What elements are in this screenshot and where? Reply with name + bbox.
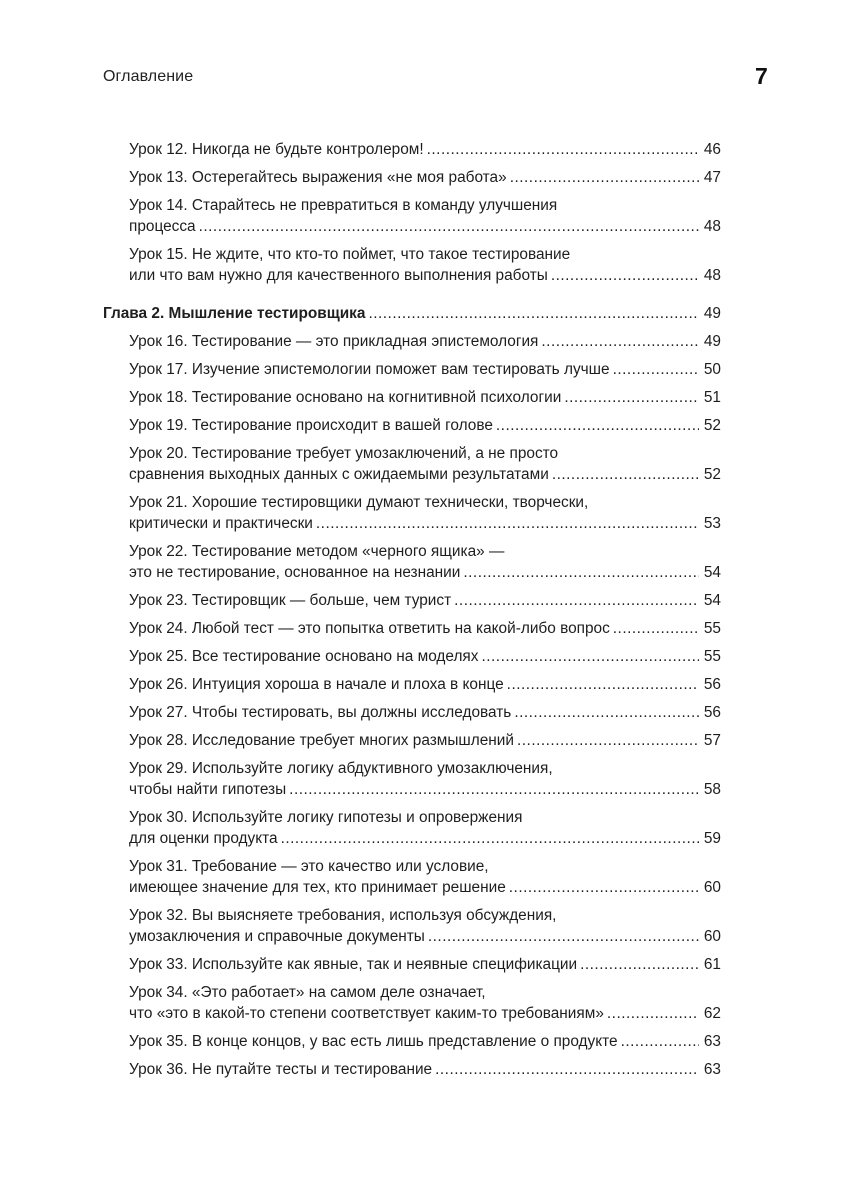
toc-lesson-entry[interactable] [0, 730, 849, 751]
table-of-contents [0, 139, 849, 1087]
toc-entry-last-line [129, 646, 721, 667]
toc-entry-title-line: Урок 21. Хорошие тестировщики думают технически, творчески, [129, 494, 589, 511]
toc-lesson-entry[interactable] [0, 618, 849, 639]
toc-page-number: 52 [703, 466, 721, 483]
toc-entry-title-line: что «это в какой-то степени соответствует каким-то требованиям» [129, 1005, 604, 1022]
toc-page-number: 55 [703, 620, 721, 637]
toc-entry-last-line [129, 730, 721, 751]
running-header-title: Оглавление [103, 68, 194, 85]
toc-entry-title-line: Глава 2. Мышление тестировщика [103, 305, 366, 322]
dot-leader [607, 1003, 699, 1024]
toc-entry-title-line: умозаключения и справочные документы [129, 928, 425, 945]
toc-page-number: 58 [703, 781, 721, 798]
dot-leader [552, 464, 699, 485]
toc-page-number: 55 [703, 648, 721, 665]
page-number: 7 [755, 63, 768, 89]
toc-entry-title-line: чтобы найти гипотезы [129, 781, 287, 798]
toc-page-number: 59 [703, 830, 721, 847]
toc-entry-title-line: Урок 31. Требование — это качество или условие, [129, 858, 489, 875]
toc-entry-title-line: Урок 22. Тестирование методом «черного ящика» — [129, 543, 505, 560]
dot-leader [621, 1031, 699, 1052]
toc-entry-title-line: Урок 29. Используйте логику абдуктивного умозаключения, [129, 760, 553, 777]
toc-page-number: 53 [703, 515, 721, 532]
dot-leader [514, 702, 699, 723]
toc-entry-last-line [129, 359, 721, 380]
toc-entry-title-line: сравнения выходных данных с ожидаемыми результатами [129, 466, 549, 483]
toc-entry-title-line: для оценки продукта [129, 830, 278, 847]
toc-page-number: 62 [703, 1005, 721, 1022]
toc-entry-last-line [129, 415, 721, 436]
toc-page-number: 54 [703, 592, 721, 609]
toc-entry-last-line [129, 513, 721, 534]
toc-page-number: 52 [703, 417, 721, 434]
toc-entry-last-line [129, 828, 721, 849]
toc-lesson-entry[interactable] [0, 590, 849, 611]
dot-leader [289, 779, 699, 800]
toc-lesson-entry[interactable] [0, 387, 849, 408]
toc-page-number: 60 [703, 879, 721, 896]
toc-entry-last-line [129, 674, 721, 695]
toc-entry-last-line [129, 1059, 721, 1080]
dot-leader [613, 359, 699, 380]
toc-entry-last-line [129, 954, 721, 975]
toc-lesson-entry[interactable] [0, 758, 849, 800]
toc-page-number: 63 [703, 1061, 721, 1078]
toc-lesson-entry[interactable] [0, 541, 849, 583]
toc-entry-title-line: это не тестирование, основанное на незнании [129, 564, 461, 581]
toc-lesson-entry[interactable] [0, 982, 849, 1024]
toc-entry-title-line: Урок 12. Никогда не будьте контролером! [129, 141, 424, 158]
dot-leader [551, 265, 699, 286]
dot-leader [368, 303, 699, 324]
toc-page-number: 50 [703, 361, 721, 378]
toc-page-number: 48 [703, 218, 721, 235]
toc-entry-title-line: Урок 18. Тестирование основано на когнитивной психологии [129, 389, 562, 406]
toc-page-number: 47 [703, 169, 721, 186]
toc-entry-last-line [129, 926, 721, 947]
toc-chapter-entry[interactable] [0, 303, 849, 324]
toc-entry-title-line: Урок 19. Тестирование происходит в вашей голове [129, 417, 493, 434]
toc-entry-title-line: Урок 30. Используйте логику гипотезы и опровержения [129, 809, 523, 826]
toc-entry-title-line: Урок 13. Остерегайтесь выражения «не моя работа» [129, 169, 507, 186]
dot-leader [435, 1059, 699, 1080]
toc-entry-last-line [129, 331, 721, 352]
dot-leader [481, 646, 699, 667]
toc-entry-title-line: Урок 26. Интуиция хороша в начале и плоха в конце [129, 676, 504, 693]
toc-lesson-entry[interactable] [0, 139, 849, 160]
toc-page-number: 49 [703, 333, 721, 350]
toc-entry-title-line: Урок 16. Тестирование — это прикладная эпистемология [129, 333, 539, 350]
dot-leader [427, 139, 699, 160]
toc-page-number: 54 [703, 564, 721, 581]
toc-entry-last-line [129, 167, 721, 188]
toc-entry-last-line [129, 1003, 721, 1024]
toc-entry-title-line: Урок 36. Не путайте тесты и тестирование [129, 1061, 433, 1078]
toc-entry-title-line: Урок 32. Вы выясняете требования, используя обсуждения, [129, 907, 557, 924]
toc-entry-last-line [129, 1031, 721, 1052]
toc-entry-title-line: имеющее значение для тех, кто принимает решение [129, 879, 506, 896]
toc-entry-last-line [129, 618, 721, 639]
toc-entry-last-line [129, 562, 721, 583]
dot-leader [199, 216, 699, 237]
toc-lesson-entry[interactable] [0, 244, 849, 286]
toc-entry-last-line [129, 877, 721, 898]
toc-entry-title-line: или что вам нужно для качественного выполнения работы [129, 267, 548, 284]
toc-entry-title-line: Урок 33. Используйте как явные, так и неявные спецификации [129, 956, 578, 973]
toc-lesson-entry[interactable] [0, 905, 849, 947]
toc-page-number: 51 [703, 389, 721, 406]
toc-entry-last-line [129, 464, 721, 485]
dot-leader [463, 562, 699, 583]
toc-entry-title-line: Урок 34. «Это работает» на самом деле означает, [129, 984, 486, 1001]
toc-page-number: 57 [703, 732, 721, 749]
toc-lesson-entry[interactable] [0, 954, 849, 975]
dot-leader [428, 926, 699, 947]
toc-entry-title-line: Урок 20. Тестирование требует умозаключений, а не просто [129, 445, 559, 462]
toc-lesson-entry[interactable] [0, 1059, 849, 1080]
toc-lesson-entry[interactable] [0, 331, 849, 352]
toc-lesson-entry[interactable] [0, 702, 849, 723]
toc-page-number: 49 [703, 305, 721, 322]
toc-entry-title-line: процесса [129, 218, 196, 235]
toc-entry-title-line: Урок 15. Не ждите, что кто-то поймет, что такое тестирование [129, 246, 571, 263]
toc-lesson-entry[interactable] [0, 674, 849, 695]
toc-entry-last-line [129, 702, 721, 723]
toc-lesson-entry[interactable] [0, 167, 849, 188]
dot-leader [517, 730, 699, 751]
toc-entry-last-line [129, 779, 721, 800]
toc-entry-title-line: Урок 25. Все тестирование основано на моделях [129, 648, 479, 665]
toc-page-number: 63 [703, 1033, 721, 1050]
toc-entry-last-line [129, 139, 721, 160]
toc-lesson-entry[interactable] [0, 492, 849, 534]
toc-page-number: 46 [703, 141, 721, 158]
dot-leader [509, 877, 699, 898]
dot-leader [507, 674, 699, 695]
toc-lesson-entry[interactable] [0, 807, 849, 849]
toc-lesson-entry[interactable] [0, 856, 849, 898]
dot-leader [510, 167, 699, 188]
toc-lesson-entry[interactable] [0, 646, 849, 667]
dot-leader [541, 331, 699, 352]
toc-entry-title-line: Урок 17. Изучение эпистемологии поможет вам тестировать лучше [129, 361, 610, 378]
toc-entry-title-line: Урок 14. Старайтесь не превратиться в команду улучшения [129, 197, 558, 214]
toc-page-number: 60 [703, 928, 721, 945]
toc-lesson-entry[interactable] [0, 415, 849, 436]
toc-page-number: 61 [703, 956, 721, 973]
dot-leader [613, 618, 699, 639]
dot-leader [316, 513, 699, 534]
toc-entry-last-line [129, 590, 721, 611]
toc-entry-last-line [103, 303, 721, 324]
toc-page-number: 56 [703, 676, 721, 693]
toc-page-number: 56 [703, 704, 721, 721]
toc-entry-title-line: Урок 35. В конце концов, у вас есть лишь представление о продукте [129, 1033, 618, 1050]
toc-lesson-entry[interactable] [0, 1031, 849, 1052]
dot-leader [496, 415, 699, 436]
toc-lesson-entry[interactable] [0, 195, 849, 237]
dot-leader [564, 387, 699, 408]
toc-entry-title-line: Урок 28. Исследование требует многих размышлений [129, 732, 514, 749]
toc-lesson-entry[interactable] [0, 443, 849, 485]
toc-entry-title-line: Урок 27. Чтобы тестировать, вы должны исследовать [129, 704, 512, 721]
toc-entry-title-line: Урок 24. Любой тест — это попытка ответить на какой-либо вопрос [129, 620, 610, 637]
toc-entry-title-line: Урок 23. Тестировщик — больше, чем турист [129, 592, 452, 609]
dot-leader [454, 590, 699, 611]
toc-entry-last-line [129, 387, 721, 408]
toc-entry-title-line: критически и практически [129, 515, 313, 532]
toc-entry-last-line [129, 265, 721, 286]
dot-leader [281, 828, 699, 849]
dot-leader [580, 954, 699, 975]
toc-entry-last-line [129, 216, 721, 237]
toc-lesson-entry[interactable] [0, 359, 849, 380]
toc-page-number: 48 [703, 267, 721, 284]
